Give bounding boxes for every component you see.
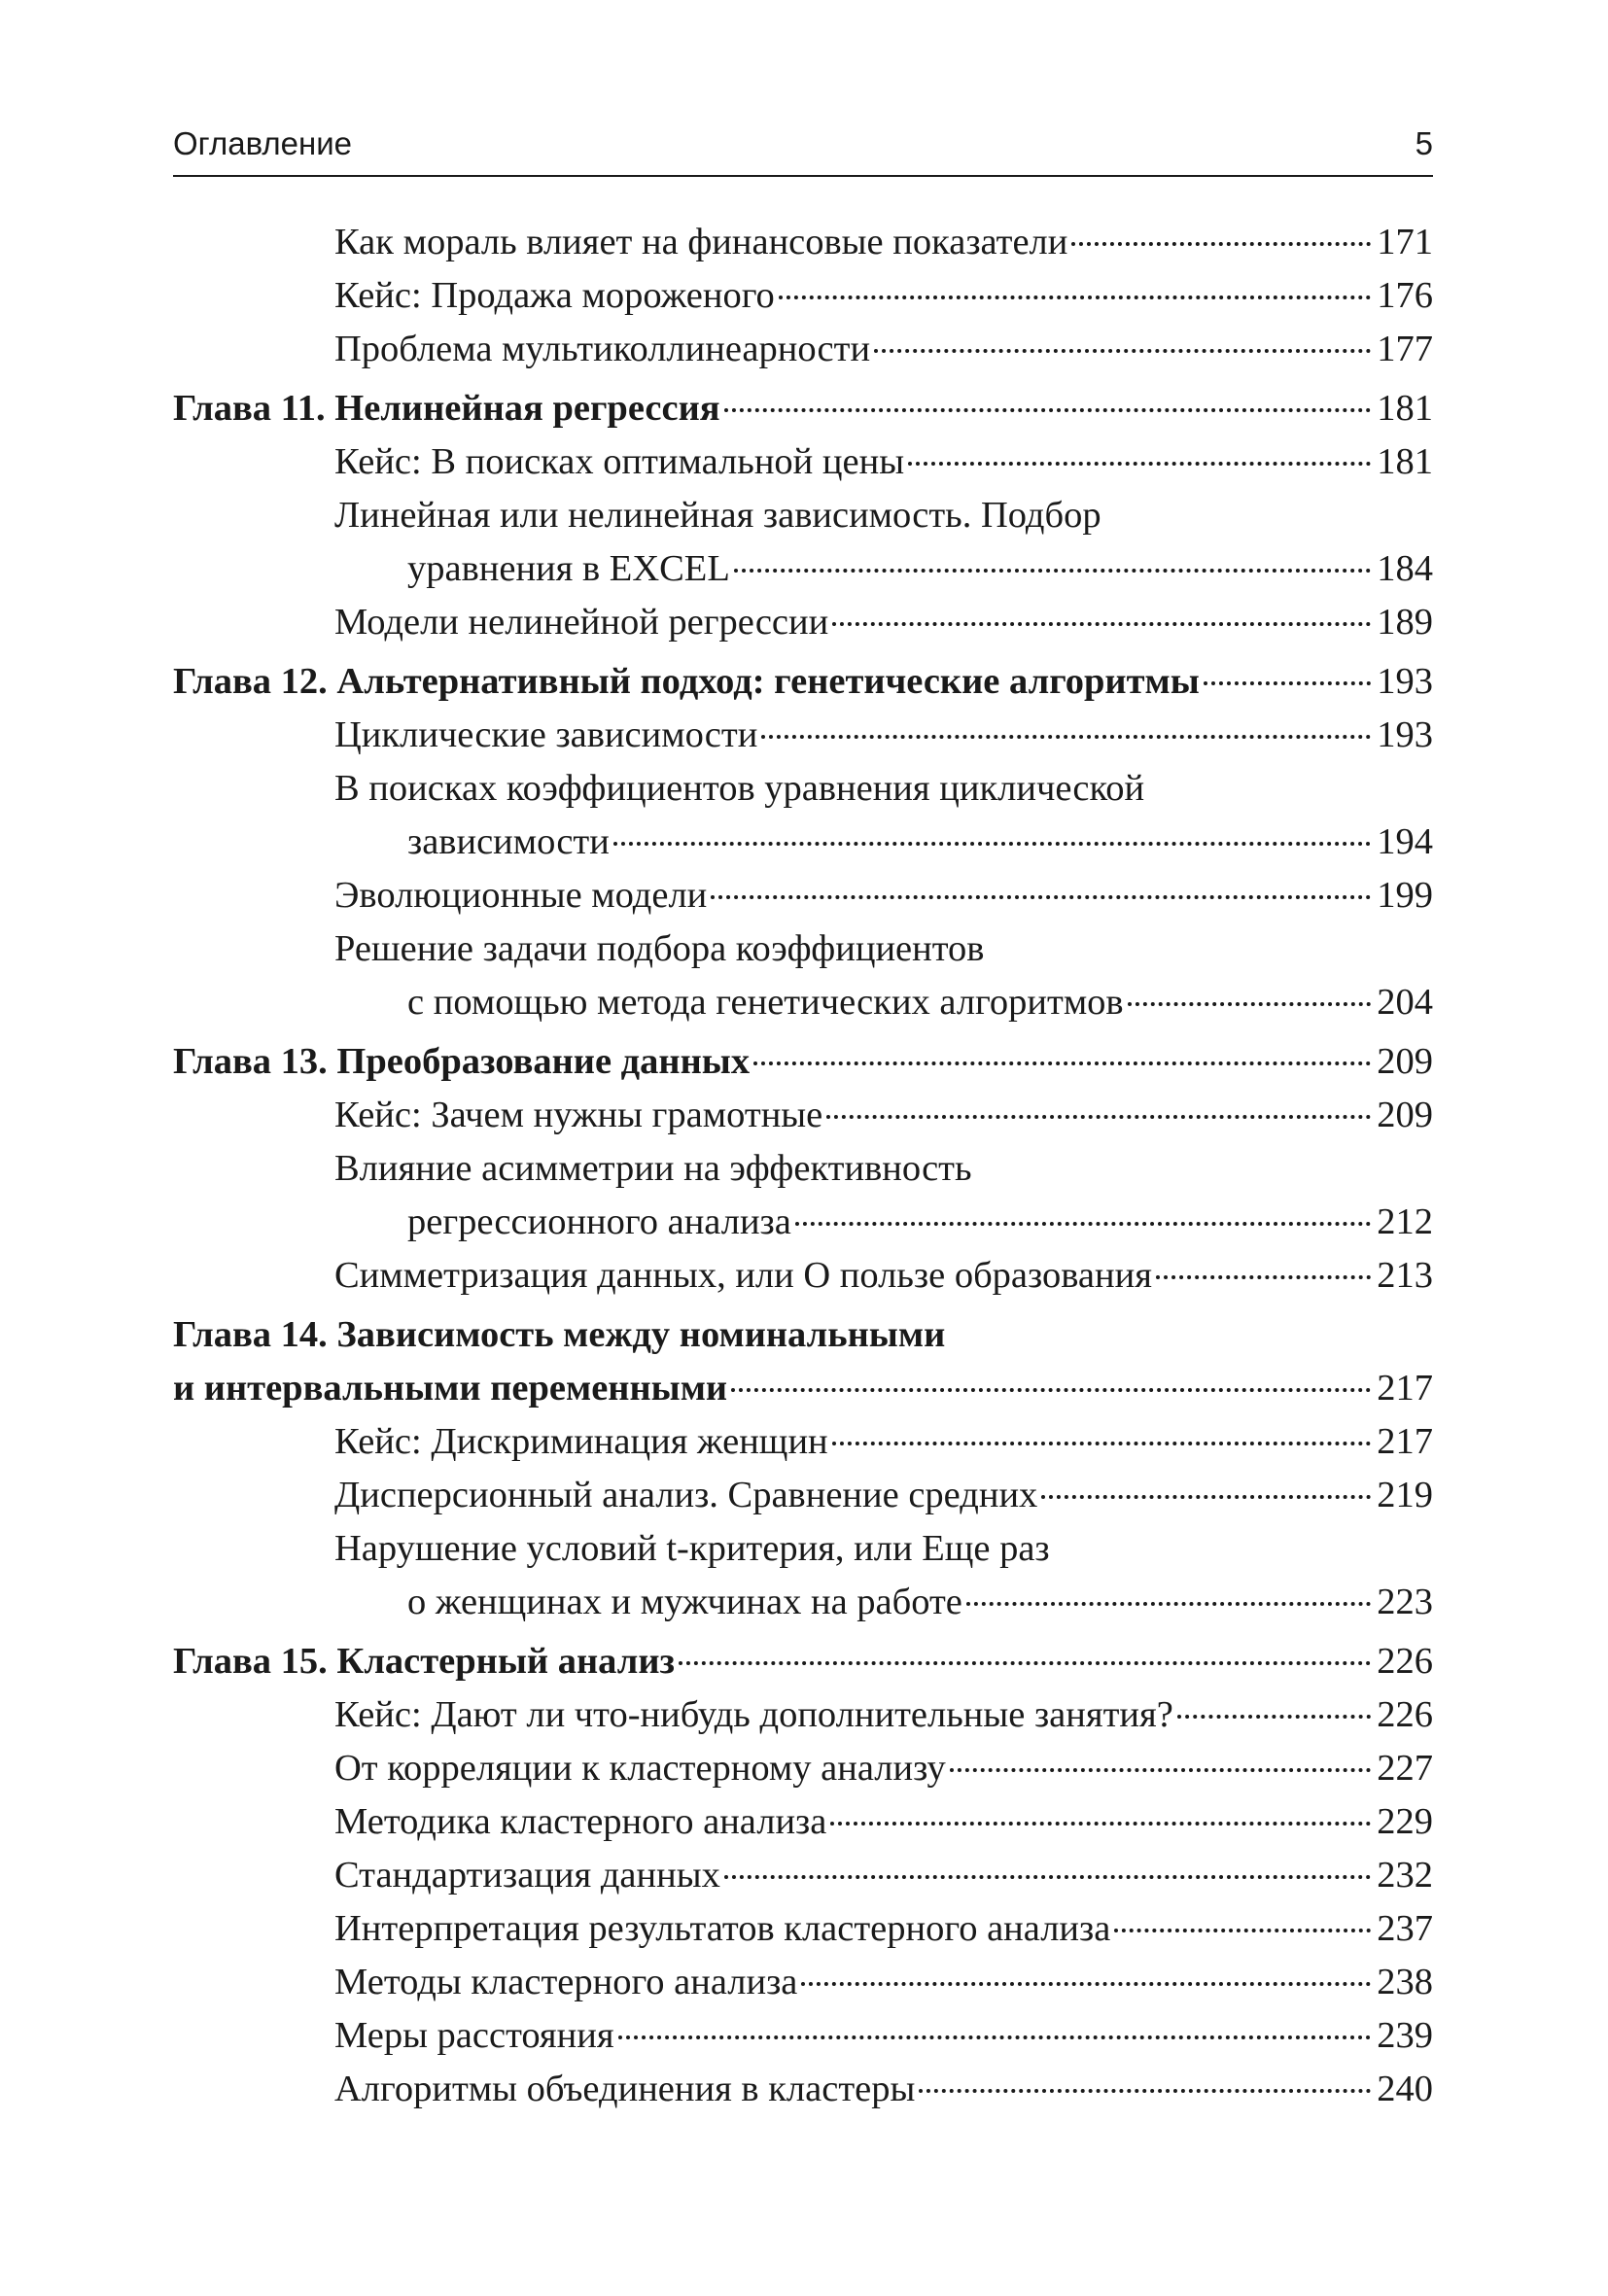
toc-line xyxy=(173,1035,1433,1089)
dot-leader xyxy=(761,735,1371,739)
page-number: 209 xyxy=(1377,1095,1433,1135)
page-number: 217 xyxy=(1377,1421,1433,1462)
page-number: 217 xyxy=(1377,1368,1433,1409)
dot-leader xyxy=(832,622,1371,626)
toc-chapter-entry xyxy=(173,655,1433,709)
toc-section-entry xyxy=(173,1902,1433,1956)
toc-line xyxy=(334,489,1433,542)
toc-chapter-entry xyxy=(173,1308,1433,1415)
toc-line xyxy=(334,323,1433,376)
dot-leader xyxy=(613,842,1371,846)
section-title: с помощью метода генетических алгоритмов xyxy=(407,982,1124,1023)
section-title: Модели нелинейной регрессии xyxy=(334,602,829,643)
section-title: Дисперсионный анализ. Сравнение средних xyxy=(334,1475,1038,1515)
page-number: 213 xyxy=(1377,1255,1433,1296)
toc-chapter-entry xyxy=(173,382,1433,435)
chapter-title: Глава 13. Преобразование данных xyxy=(173,1041,751,1082)
toc-line xyxy=(334,1576,1433,1629)
section-title: Меры расстояния xyxy=(334,2015,614,2056)
dot-leader xyxy=(801,1982,1371,1986)
toc-line xyxy=(334,709,1433,762)
section-title: уравнения в EXCEL xyxy=(407,548,730,589)
section-title: Методика кластерного анализа xyxy=(334,1801,827,1842)
toc-section-entry xyxy=(173,1849,1433,1902)
page-number: 232 xyxy=(1377,1855,1433,1896)
toc-section-entry xyxy=(173,1742,1433,1795)
header-page-number: 5 xyxy=(1415,125,1433,161)
section-title: Как мораль влияет на финансовые показатели xyxy=(334,222,1068,262)
section-title: зависимости xyxy=(407,821,610,862)
section-title: Алгоритмы объединения в кластеры xyxy=(334,2069,916,2109)
dot-leader xyxy=(795,1222,1371,1226)
toc-section-entry xyxy=(173,922,1433,1029)
dot-leader xyxy=(908,462,1371,466)
dot-leader xyxy=(618,2035,1372,2039)
section-title: Решение задачи подбора коэффициентов xyxy=(334,928,985,969)
toc-line xyxy=(334,976,1433,1029)
toc-line xyxy=(334,1469,1433,1522)
dot-leader xyxy=(724,1875,1371,1879)
chapter-title: Глава 14. Зависимость между номинальными xyxy=(173,1314,946,1355)
toc-chapter-entry xyxy=(173,1035,1433,1089)
toc-section-entry xyxy=(173,1688,1433,1742)
toc-line xyxy=(334,542,1433,596)
toc-section-entry xyxy=(173,1469,1433,1522)
toc-line xyxy=(334,1956,1433,2009)
section-title: Кейс: Зачем нужны грамотные xyxy=(334,1095,823,1135)
page-number: 176 xyxy=(1377,275,1433,316)
toc-section-entry xyxy=(173,2009,1433,2063)
section-title: Проблема мультиколлинеарности xyxy=(334,329,871,369)
toc-line xyxy=(334,1742,1433,1795)
toc-line xyxy=(334,216,1433,269)
toc-section-entry xyxy=(173,269,1433,323)
page-number: 177 xyxy=(1377,329,1433,369)
dot-leader xyxy=(966,1602,1371,1606)
toc-line xyxy=(334,2063,1433,2116)
section-title: Методы кластерного анализа xyxy=(334,1962,798,2002)
toc-section-entry xyxy=(173,869,1433,922)
section-title: Стандартизация данных xyxy=(334,1855,720,1896)
toc-section-entry xyxy=(173,762,1433,869)
toc-line xyxy=(173,1362,1433,1415)
toc-line xyxy=(334,1196,1433,1249)
toc-line xyxy=(334,1795,1433,1849)
toc-section-entry xyxy=(173,1089,1433,1142)
section-title: Линейная или нелинейная зависимость. Подбор xyxy=(334,495,1101,536)
toc-line xyxy=(334,922,1433,976)
dot-leader xyxy=(1114,1929,1371,1932)
page-number: 239 xyxy=(1377,2015,1433,2056)
dot-leader xyxy=(826,1115,1371,1119)
section-title: Нарушение условий t-критерия, или Еще раз xyxy=(334,1528,1050,1569)
toc-chapter-entry xyxy=(173,1635,1433,1688)
page-number: 204 xyxy=(1377,982,1433,1023)
page-number: 223 xyxy=(1377,1582,1433,1622)
toc-line xyxy=(334,1415,1433,1469)
dot-leader xyxy=(1156,1275,1371,1279)
page-number: 181 xyxy=(1377,388,1433,429)
toc-line xyxy=(334,816,1433,869)
chapter-title: Глава 15. Кластерный анализ xyxy=(173,1641,676,1682)
dot-leader xyxy=(832,1442,1372,1445)
page-number: 237 xyxy=(1377,1908,1433,1949)
dot-leader xyxy=(1041,1495,1371,1499)
section-title: Эволюционные модели xyxy=(334,875,708,916)
toc-section-entry xyxy=(173,709,1433,762)
toc-section-entry xyxy=(173,489,1433,596)
dot-leader xyxy=(919,2089,1371,2093)
toc-section-entry xyxy=(173,435,1433,489)
page-number: 184 xyxy=(1377,548,1433,589)
page-number: 181 xyxy=(1377,441,1433,482)
dot-leader xyxy=(711,895,1371,899)
toc-section-entry xyxy=(173,216,1433,269)
section-title: Влияние асимметрии на эффективность xyxy=(334,1148,972,1189)
toc-line xyxy=(334,1522,1433,1576)
toc-section-entry xyxy=(173,2063,1433,2116)
toc-line xyxy=(173,382,1433,435)
chapter-title: Глава 11. Нелинейная регрессия xyxy=(173,388,720,429)
dot-leader xyxy=(1177,1715,1371,1719)
page-number: 209 xyxy=(1377,1041,1433,1082)
dot-leader xyxy=(753,1061,1371,1065)
page-number: 240 xyxy=(1377,2069,1433,2109)
dot-leader xyxy=(950,1768,1372,1772)
toc-line xyxy=(334,762,1433,816)
running-header xyxy=(173,124,1433,177)
page-number: 171 xyxy=(1377,222,1433,262)
dot-leader xyxy=(874,349,1371,353)
page-number: 226 xyxy=(1377,1641,1433,1682)
section-title: Кейс: В поисках оптимальной цены xyxy=(334,441,905,482)
section-title: регрессионного анализа xyxy=(407,1201,791,1242)
toc-line xyxy=(334,1089,1433,1142)
dot-leader xyxy=(731,1388,1371,1392)
table-of-contents xyxy=(173,216,1433,2116)
toc-line xyxy=(334,269,1433,323)
dot-leader xyxy=(779,296,1371,299)
toc-line xyxy=(173,1635,1433,1688)
section-title: Кейс: Продажа мороженого xyxy=(334,275,775,316)
toc-line xyxy=(334,1849,1433,1902)
page-number: 193 xyxy=(1377,661,1433,702)
toc-section-entry xyxy=(173,1956,1433,2009)
toc-line xyxy=(334,1688,1433,1742)
dot-leader xyxy=(1071,242,1371,246)
toc-section-entry xyxy=(173,323,1433,376)
dot-leader xyxy=(724,408,1372,412)
page-number: 193 xyxy=(1377,714,1433,755)
section-title: Циклические зависимости xyxy=(334,714,758,755)
page-number: 199 xyxy=(1377,875,1433,916)
toc-line xyxy=(334,435,1433,489)
section-title: Кейс: Дают ли что-нибудь дополнительные занятия? xyxy=(334,1694,1173,1735)
page-number: 219 xyxy=(1377,1475,1433,1515)
toc-section-entry xyxy=(173,1415,1433,1469)
chapter-title: и интервальными переменными xyxy=(173,1368,728,1409)
page-number: 227 xyxy=(1377,1748,1433,1789)
page-number: 229 xyxy=(1377,1801,1433,1842)
toc-line xyxy=(334,1902,1433,1956)
toc-line xyxy=(334,1142,1433,1196)
toc-line xyxy=(173,655,1433,709)
page-number: 189 xyxy=(1377,602,1433,643)
toc-section-entry xyxy=(173,1142,1433,1249)
header-title: Оглавление xyxy=(173,125,352,161)
toc-section-entry xyxy=(173,596,1433,649)
chapter-title: Глава 12. Альтернативный подход: генетические алгоритмы xyxy=(173,661,1200,702)
page-number: 226 xyxy=(1377,1694,1433,1735)
dot-leader xyxy=(679,1661,1371,1665)
toc-line xyxy=(334,869,1433,922)
page-number: 194 xyxy=(1377,821,1433,862)
toc-section-entry xyxy=(173,1249,1433,1303)
dot-leader xyxy=(830,1822,1371,1826)
page-number: 212 xyxy=(1377,1201,1433,1242)
section-title: От корреляции к кластерному анализу xyxy=(334,1748,946,1789)
section-title: Кейс: Дискриминация женщин xyxy=(334,1421,828,1462)
toc-line xyxy=(173,1308,1433,1362)
toc-section-entry xyxy=(173,1522,1433,1629)
toc-line xyxy=(334,1249,1433,1303)
toc-line xyxy=(334,2009,1433,2063)
dot-leader xyxy=(734,569,1371,573)
toc-line xyxy=(334,596,1433,649)
section-title: Симметризация данных, или О пользе образования xyxy=(334,1255,1152,1296)
section-title: Интерпретация результатов кластерного анализа xyxy=(334,1908,1111,1949)
section-title: о женщинах и мужчинах на работе xyxy=(407,1582,962,1622)
toc-section-entry xyxy=(173,1795,1433,1849)
section-title: В поисках коэффициентов уравнения циклической xyxy=(334,768,1145,809)
dot-leader xyxy=(1128,1002,1372,1006)
dot-leader xyxy=(1204,681,1371,685)
page-number: 238 xyxy=(1377,1962,1433,2002)
